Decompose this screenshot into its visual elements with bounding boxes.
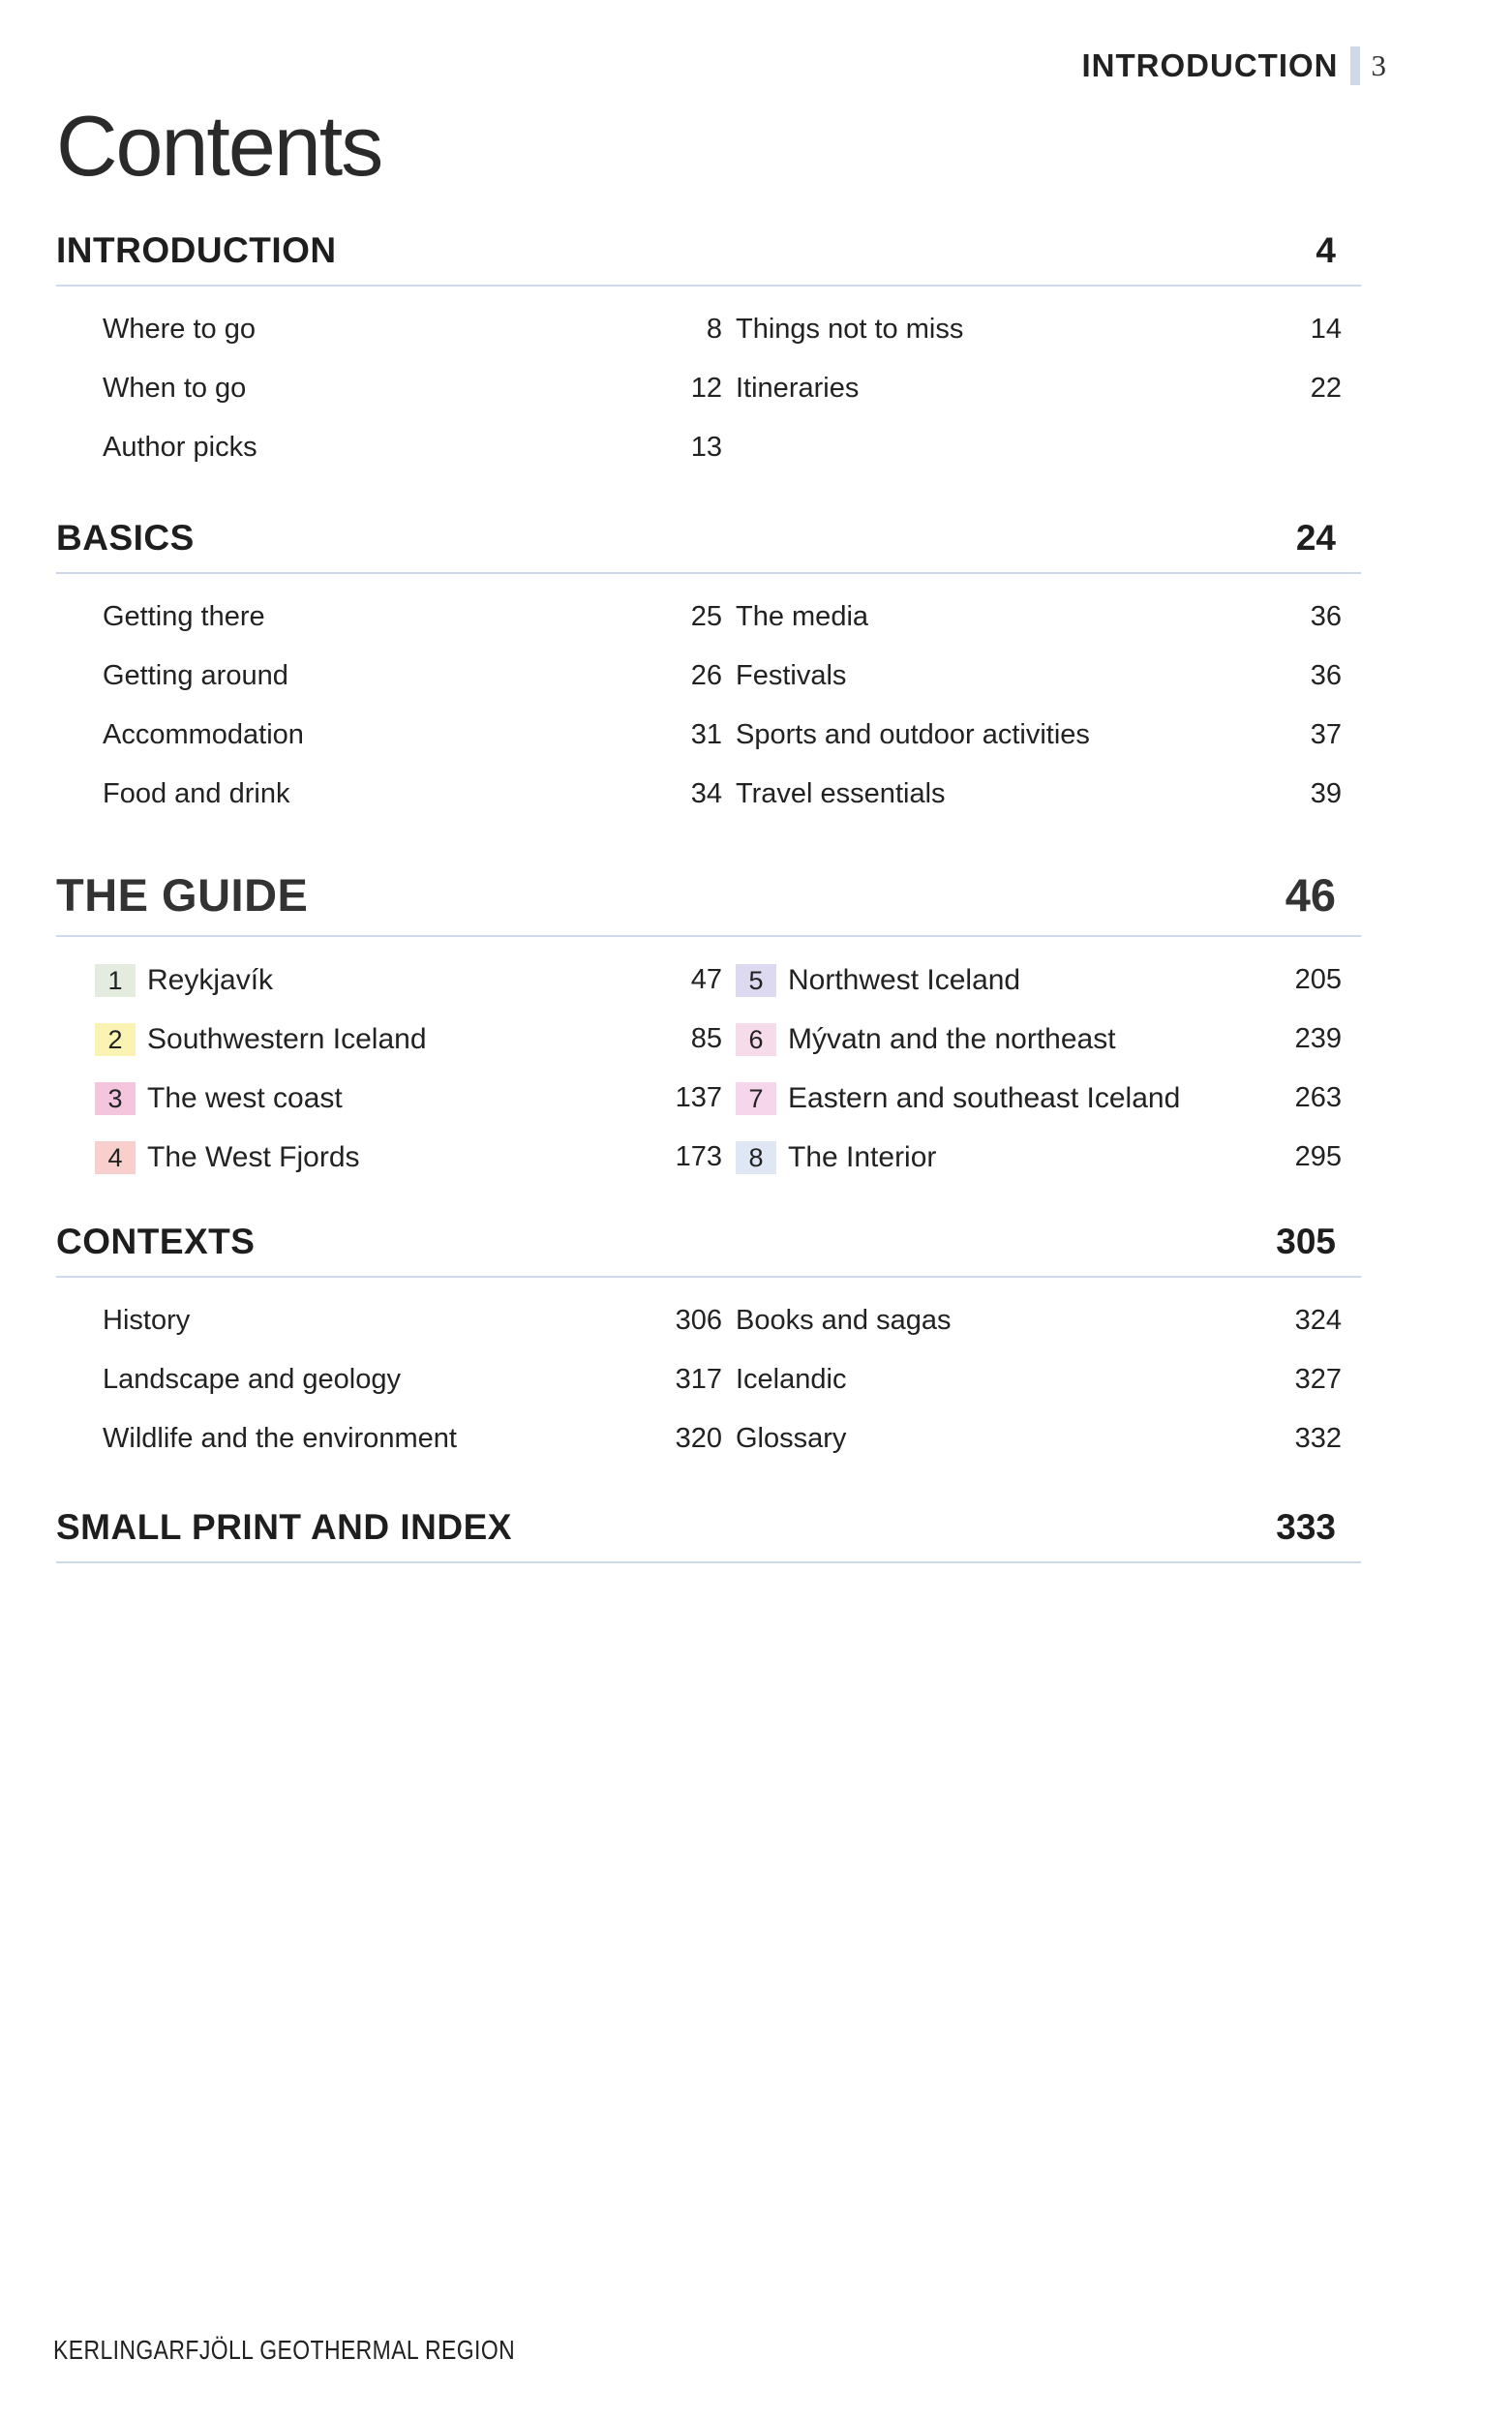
section-contexts — [56, 1222, 1361, 1468]
section-introduction — [56, 230, 1361, 477]
entry-label: Glossary — [736, 1423, 847, 1454]
running-head-section: INTRODUCTION — [1081, 47, 1339, 83]
entry-page: 263 — [1294, 1082, 1342, 1113]
chapter-title: Northwest Iceland — [788, 963, 1021, 996]
section-page: 305 — [1276, 1222, 1336, 1261]
entry-page: 173 — [675, 1141, 722, 1172]
section-page: 24 — [1295, 518, 1336, 558]
section-small-print — [56, 1507, 1361, 1577]
entry-label: Wildlife and the environment — [103, 1423, 457, 1454]
entry-page: 324 — [1294, 1305, 1342, 1336]
left-column — [56, 1291, 736, 1468]
running-head — [1082, 46, 1386, 85]
entry-page: 36 — [1310, 601, 1342, 632]
entry-page: 205 — [1294, 964, 1342, 995]
toc-entry[interactable] — [736, 1409, 1361, 1468]
entry-page: 12 — [690, 373, 722, 404]
section-title: INTRODUCTION — [56, 230, 337, 270]
section-title: THE GUIDE — [56, 869, 309, 921]
left-column — [56, 300, 736, 477]
toc-entry[interactable] — [56, 706, 736, 765]
toc-entry[interactable] — [56, 1291, 736, 1350]
chapter-entry[interactable] — [56, 1069, 736, 1128]
chapter-title: The Interior — [788, 1140, 937, 1173]
right-column — [736, 1291, 1361, 1468]
entry-label: Getting around — [103, 660, 288, 691]
chapter-number-badge: 6 — [736, 1023, 776, 1056]
section-basics — [56, 518, 1361, 824]
section-page: 46 — [1285, 869, 1336, 921]
section-guide — [56, 868, 1361, 1187]
toc-entry[interactable] — [56, 418, 736, 477]
toc-entry[interactable] — [56, 1409, 736, 1468]
chapter-number-badge: 1 — [95, 964, 136, 997]
toc-entry[interactable] — [56, 647, 736, 706]
chapter-number-badge: 3 — [95, 1082, 136, 1115]
section-page: 4 — [1315, 230, 1336, 270]
entry-label: Travel essentials — [736, 778, 946, 809]
entry-label: Getting there — [103, 601, 265, 632]
entry-label: Icelandic — [736, 1364, 847, 1395]
entry-page: 34 — [690, 778, 722, 809]
entry-page: 320 — [675, 1423, 722, 1454]
toc-entry[interactable] — [56, 765, 736, 824]
chapter-title: Mývatn and the northeast — [788, 1022, 1116, 1055]
chapter-label — [736, 964, 1020, 997]
entry-page: 26 — [690, 660, 722, 691]
entry-label: Author picks — [103, 432, 257, 463]
chapter-label — [736, 1141, 936, 1174]
chapter-label — [95, 1141, 360, 1174]
entry-page: 37 — [1310, 719, 1342, 750]
entry-label: Itineraries — [736, 373, 860, 404]
toc-entry[interactable] — [736, 1291, 1361, 1350]
right-column — [736, 300, 1361, 477]
entry-page: 306 — [675, 1305, 722, 1336]
toc-entry[interactable] — [736, 359, 1361, 418]
entry-page: 239 — [1294, 1023, 1342, 1054]
entry-page: 317 — [675, 1364, 722, 1395]
entry-label: Food and drink — [103, 778, 290, 809]
section-header[interactable] — [56, 868, 1361, 937]
left-column — [56, 951, 736, 1187]
left-column — [56, 588, 736, 824]
chapter-title: Eastern and southeast Iceland — [788, 1081, 1181, 1114]
entry-label: When to go — [103, 373, 247, 404]
entry-page: 332 — [1294, 1423, 1342, 1454]
entry-page: 13 — [690, 432, 722, 463]
entry-page: 22 — [1310, 373, 1342, 404]
chapter-title: The west coast — [147, 1081, 343, 1114]
chapter-number-badge: 4 — [95, 1141, 136, 1174]
toc-entry[interactable] — [56, 300, 736, 359]
entry-label: Where to go — [103, 314, 256, 345]
entry-page: 47 — [690, 964, 722, 995]
chapter-label — [736, 1082, 1180, 1115]
page-number: 3 — [1371, 48, 1386, 82]
entry-page: 327 — [1294, 1364, 1342, 1395]
chapter-title: The West Fjords — [147, 1140, 360, 1173]
entry-page: 295 — [1294, 1141, 1342, 1172]
toc-entry[interactable] — [736, 588, 1361, 647]
entry-page: 25 — [690, 601, 722, 632]
toc-entry[interactable] — [56, 1350, 736, 1409]
entry-label: Festivals — [736, 660, 847, 691]
entry-label: Accommodation — [103, 719, 304, 750]
chapter-number-badge: 8 — [736, 1141, 776, 1174]
chapter-entry[interactable] — [736, 951, 1361, 1010]
chapter-entry[interactable] — [736, 1010, 1361, 1069]
entry-label: Things not to miss — [736, 314, 964, 345]
section-title: CONTEXTS — [56, 1222, 256, 1261]
entry-page: 14 — [1310, 314, 1342, 345]
right-column — [736, 951, 1361, 1187]
section-header[interactable] — [56, 1222, 1361, 1278]
entry-page: 137 — [675, 1082, 722, 1113]
entry-page: 31 — [690, 719, 722, 750]
chapter-entry[interactable] — [736, 1069, 1361, 1128]
chapter-entry[interactable] — [56, 951, 736, 1010]
toc-entry[interactable] — [56, 359, 736, 418]
chapter-label — [95, 964, 273, 997]
right-column — [736, 588, 1361, 824]
chapter-label — [95, 1023, 427, 1056]
photo-caption: KERLINGARFJÖLL GEOTHERMAL REGION — [53, 2335, 516, 2365]
chapter-title: Southwestern Iceland — [147, 1022, 427, 1055]
toc-entry[interactable] — [736, 765, 1361, 824]
entry-label: History — [103, 1305, 191, 1336]
section-page: 333 — [1276, 1507, 1336, 1547]
toc-entry[interactable] — [736, 647, 1361, 706]
chapter-number-badge: 5 — [736, 964, 776, 997]
toc-entry[interactable] — [736, 1350, 1361, 1409]
chapter-entry[interactable] — [56, 1010, 736, 1069]
chapter-entry[interactable] — [736, 1128, 1361, 1187]
entry-label: Sports and outdoor activities — [736, 719, 1090, 750]
toc-entry[interactable] — [736, 300, 1361, 359]
entry-page: 8 — [706, 314, 722, 345]
entry-page: 39 — [1310, 778, 1342, 809]
section-header[interactable] — [56, 230, 1361, 287]
chapter-label — [736, 1023, 1116, 1056]
chapter-label — [95, 1082, 343, 1115]
toc-entry[interactable] — [56, 588, 736, 647]
section-header[interactable] — [56, 518, 1361, 574]
section-title: SMALL PRINT AND INDEX — [56, 1507, 512, 1547]
entry-label: Books and sagas — [736, 1305, 952, 1336]
chapter-number-badge: 7 — [736, 1082, 776, 1115]
chapter-entry[interactable] — [56, 1128, 736, 1187]
chapter-title: Reykjavík — [147, 963, 274, 996]
entry-label: The media — [736, 601, 869, 632]
entry-page: 85 — [690, 1023, 722, 1054]
entry-label: Landscape and geology — [103, 1364, 401, 1395]
running-head-divider — [1350, 46, 1360, 85]
page-title: Contents — [56, 98, 382, 194]
section-title: BASICS — [56, 518, 195, 558]
section-header[interactable] — [56, 1507, 1361, 1563]
toc-entry[interactable] — [736, 706, 1361, 765]
entry-page: 36 — [1310, 660, 1342, 691]
chapter-number-badge: 2 — [95, 1023, 136, 1056]
